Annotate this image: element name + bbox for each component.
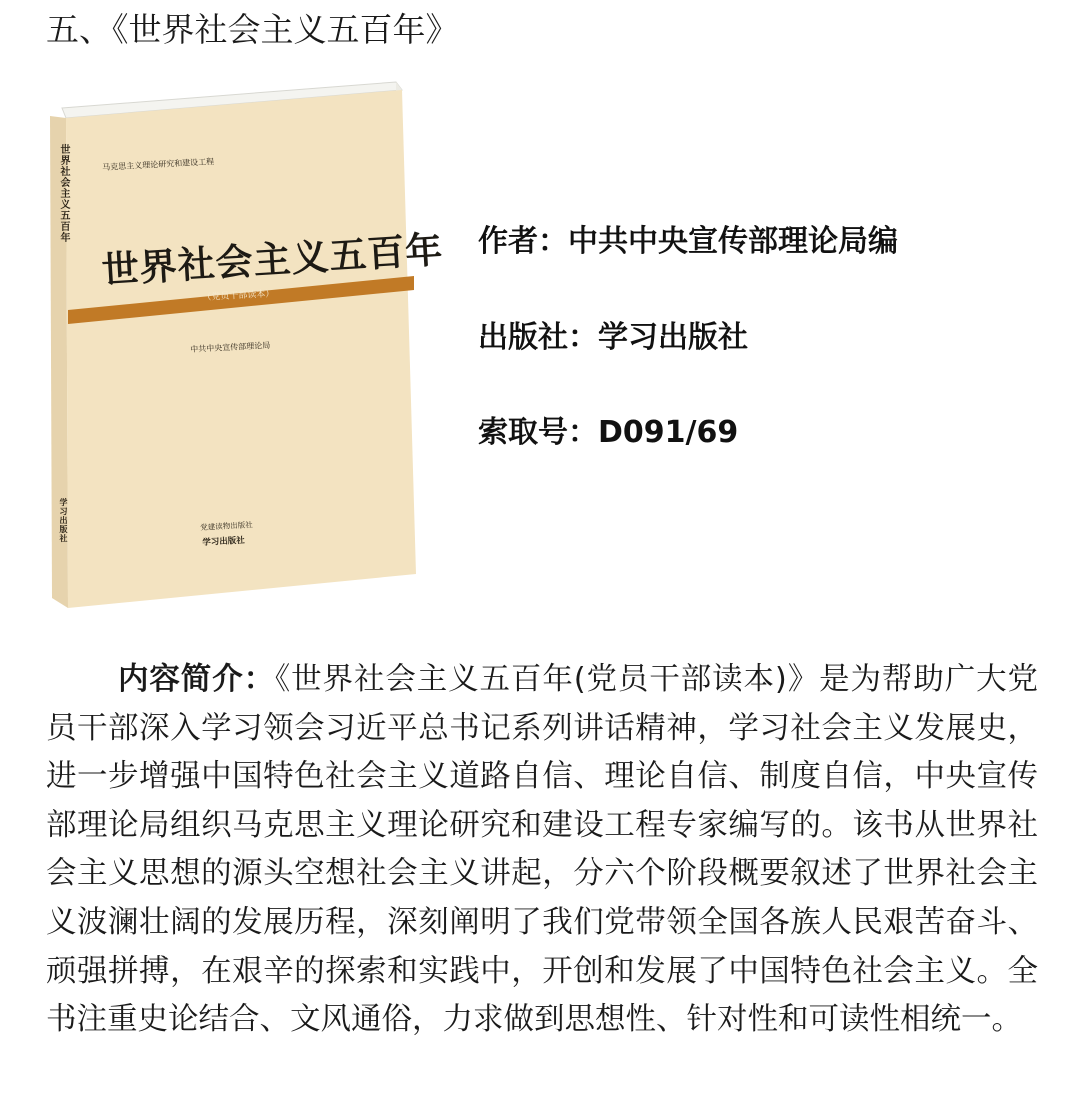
description-text: 《世界社会主义五百年(党员干部读本)》是为帮助广大党员干部深入学习领会习近平总书记系列讲话精神，学习社会主义发展史，进一步增强中国特色社会主义道路自信、理论自信、制度自信，中央宣传部理论局组织马克思主义理论研究和建设工程专家编写的。该书从世界社会主义思想的源头空想社会主义讲起，分六个阶段概要叙述了世界社会主义波澜壮阔的发展历程，深刻阐明了我们党带领全国各族人民艰苦奋斗、顽强拼搏，在艰辛的探索和实践中，开创和发展了中国特色社会主义。全书注重史论结合、文风通俗，力求做到思想性、针对性和可读性相统一。 bbox=[46, 662, 1039, 1038]
book-spine-publisher: 学习出版社 bbox=[59, 498, 68, 543]
book-series-text: 马克思主义理论研究和建设工程 bbox=[102, 157, 215, 172]
description-label: 内容简介： bbox=[118, 662, 275, 697]
book-cover-publisher-2: 学习出版社 bbox=[202, 535, 246, 548]
book-cover-title: 世界社会主义五百年 bbox=[100, 227, 445, 292]
book-cover-publisher-1: 党建读物出版社 bbox=[200, 520, 253, 532]
book-cover-subtitle: （党员干部读本） bbox=[202, 289, 275, 303]
book-spine-title: 世界社会主义五百年 bbox=[58, 144, 69, 243]
book-description bbox=[46, 656, 1038, 1045]
book-publisher: 出版社：学习出版社 bbox=[478, 320, 748, 355]
book-call-number: 索取号：D091/69 bbox=[478, 415, 739, 450]
book-cover-image bbox=[50, 78, 445, 608]
book-author: 作者：中共中央宣传部理论局编 bbox=[478, 224, 898, 259]
section-heading: 五、《世界社会主义五百年》 bbox=[46, 10, 459, 49]
book-cover-editor: 中共中央宣传部理论局 bbox=[190, 340, 271, 354]
